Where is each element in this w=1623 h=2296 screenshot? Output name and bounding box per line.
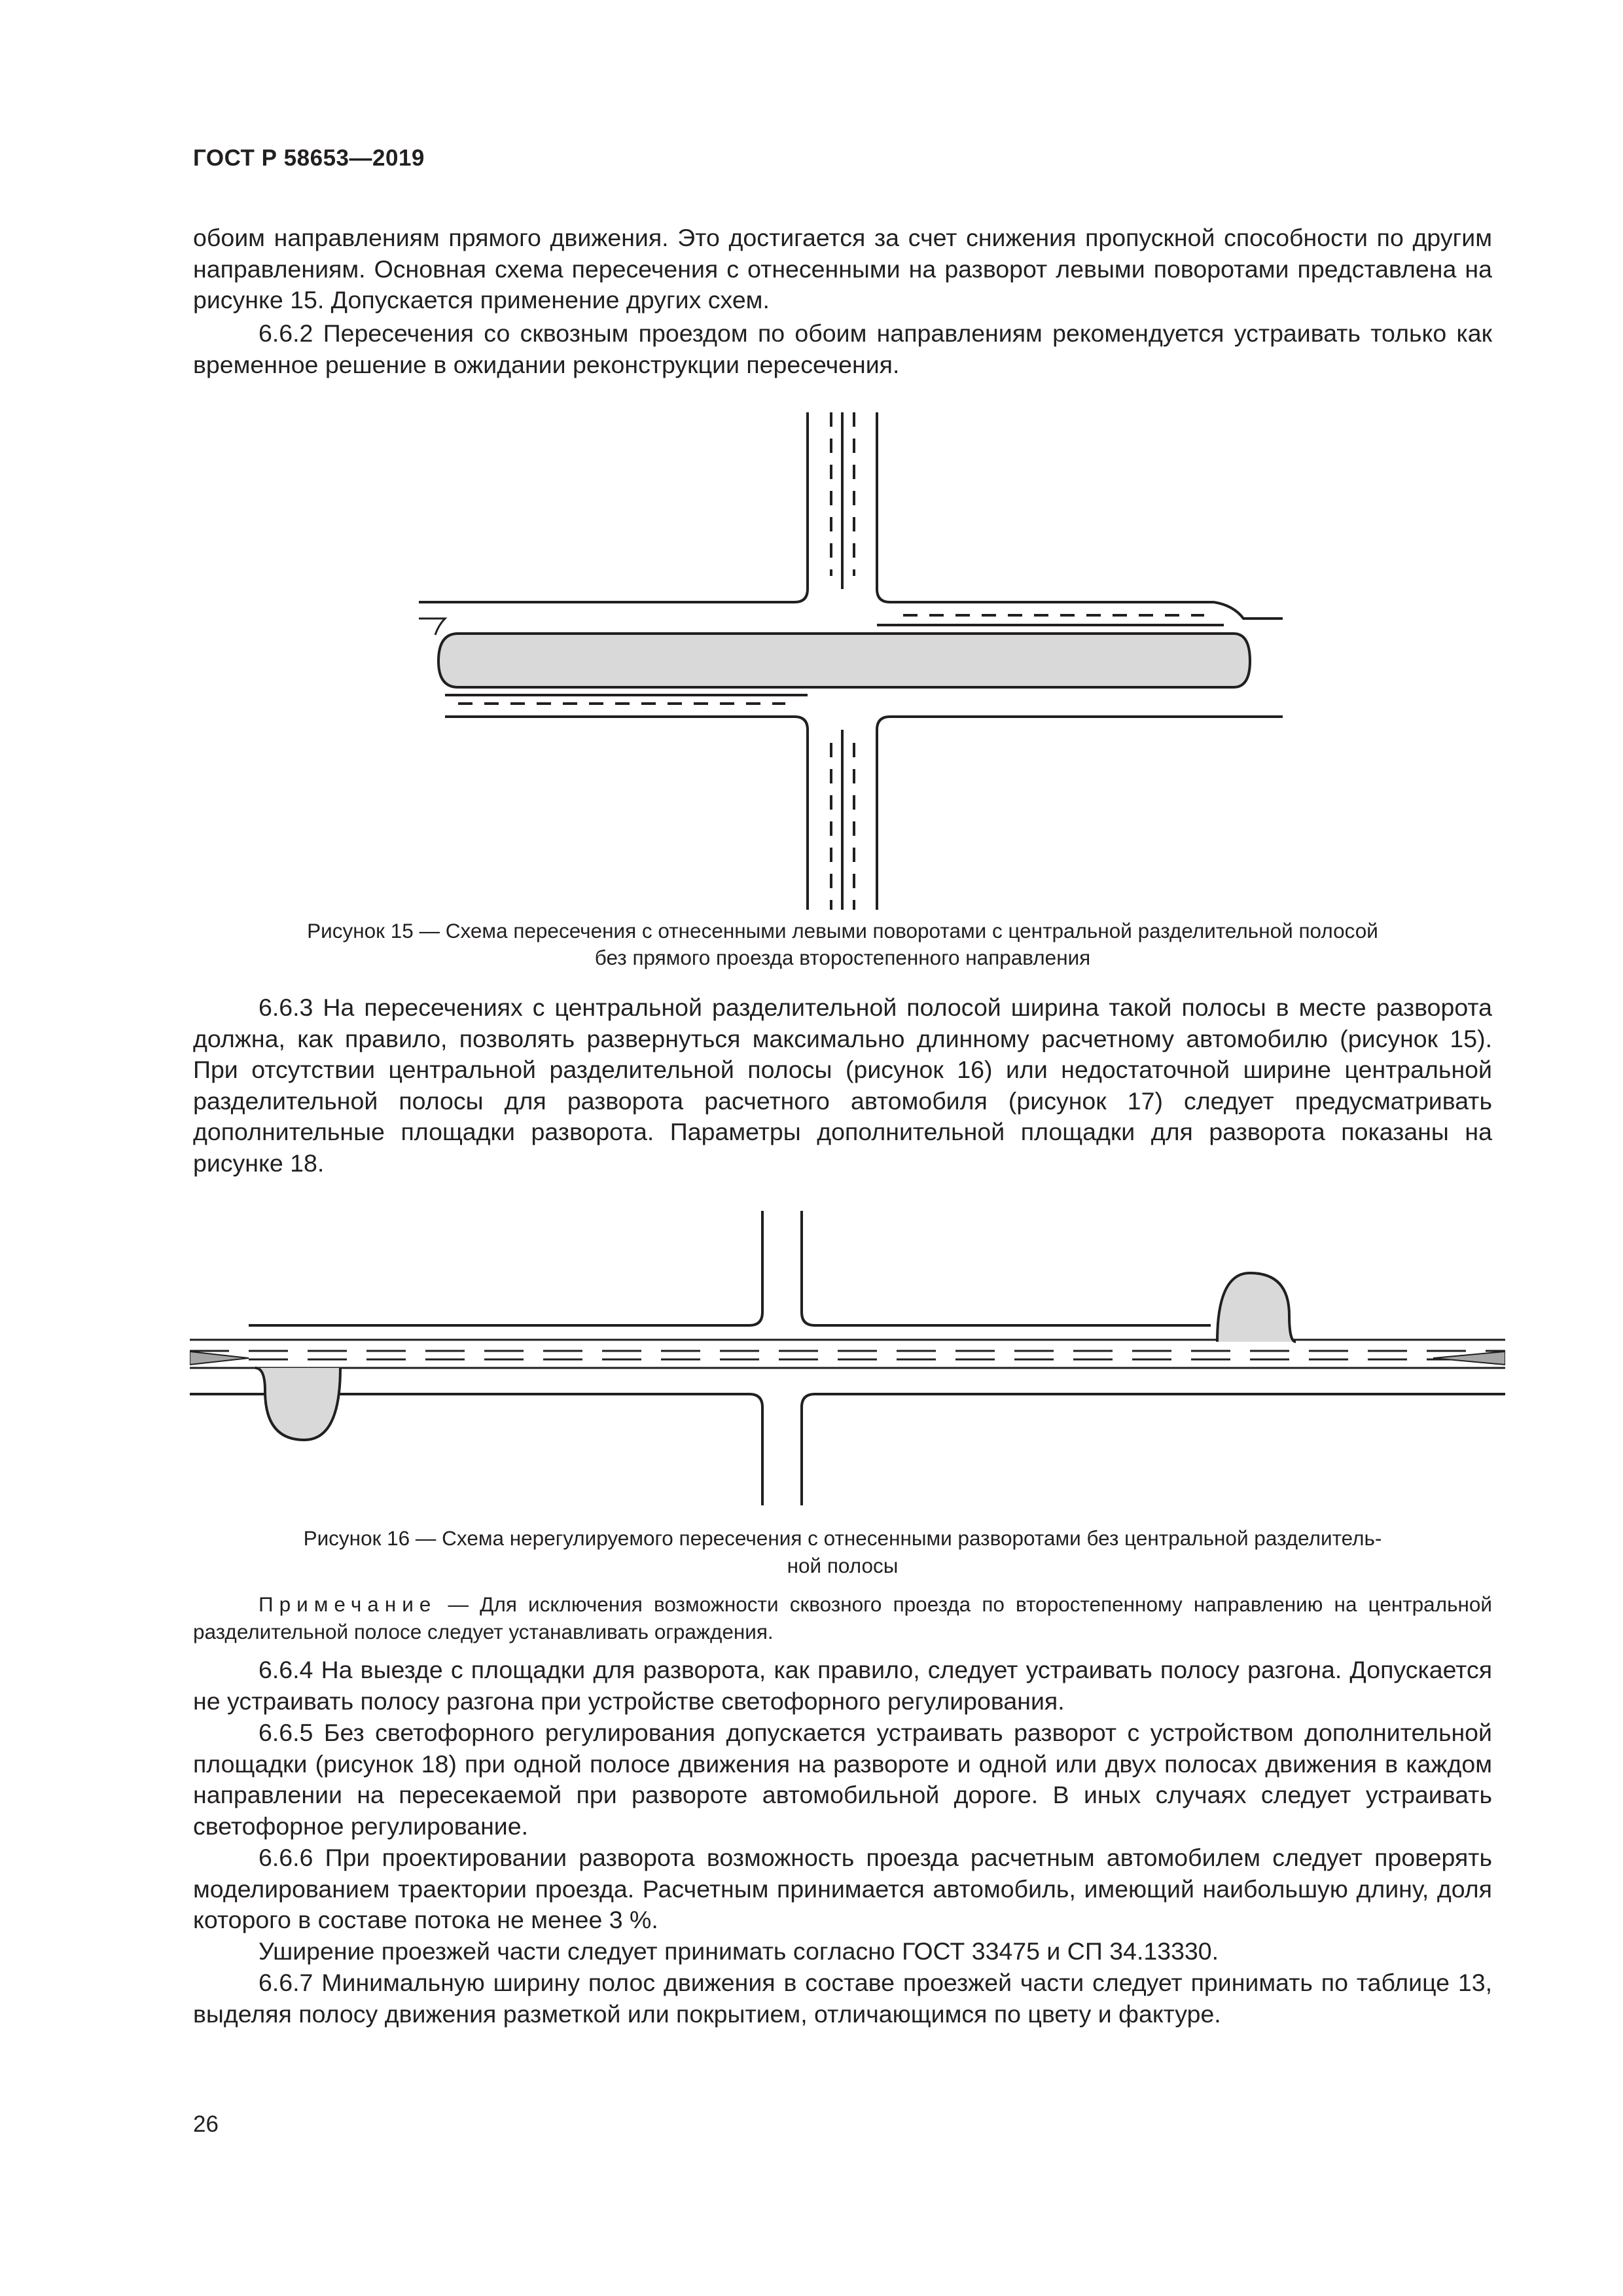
paragraph-6-6-4: 6.6.4 На выезде с площадки для разворота, как правило, следует устраивать полосу разгона. Допускается не устраивать полосу разгона при устройстве светофорного регулирования.: [193, 1656, 1492, 1715]
paragraph-6-6-7: 6.6.7 Минимальную ширину полос движения в составе проезжей части следует принимать по таблице 13, выделяя полосу движения разметкой или покрытием, отличающимся по цвету и фактуре.: [193, 1969, 1492, 2028]
document-header: ГОСТ Р 58653—2019: [193, 145, 425, 171]
figure-16-intersection-diagram: [190, 1211, 1505, 1505]
paragraph-6-6-3: 6.6.3 На пересечениях с центральной разделительной полосой ширина такой полосы в месте разворота должна, как правило, позволять развернуться максимально длинному расчетному автомобилю (рисунок 15). При отсутствии центральной разделительной полосы (рисунок 16) или недостаточной ширине центральной разделительной полосы для разворота расчетного автомобиля (рисунок 17) следует предусматривать дополнительные площадки разворота. Параметры дополнительной площадки для разворота показаны на рисунке 18.: [193, 994, 1492, 1177]
figure-16-note: [193, 1590, 1492, 1645]
figure-15-caption-line-1: Рисунок 15 — Схема пересечения с отнесенными левыми поворотами с центральной разделительной полосой: [307, 919, 1378, 942]
figure-16-caption-line-1: Рисунок 16 — Схема нерегулируемого пересечения с отнесенными разворотами без центральной разделитель-: [303, 1526, 1382, 1550]
note-label: Примечание: [259, 1592, 437, 1616]
paragraph-6-6-5: 6.6.5 Без светофорного регулирования допускается устраивать разворот с устройством дополнительной площадки (рисунок 18) при одной полосе движения на развороте и одной или двух полосах движения в каждом направлении на пересекаемой при развороте автомобильной дороге. В иных случаях следует устраивать светофорное регулирование.: [193, 1719, 1492, 1840]
figure-15-intersection-diagram: [419, 412, 1283, 910]
note-text: — Для исключения возможности сквозного проезда по второстепенному направлению на центральной разделительной полосе следует устанавливать ограждения.: [193, 1592, 1492, 1643]
paragraph-widening: Уширение проезжей части следует принимать согласно ГОСТ 33475 и СП 34.13330.: [259, 1937, 1219, 1965]
figure-15-caption-line-2: без прямого проезда второстепенного направления: [594, 946, 1091, 969]
page-number: 26: [193, 2111, 219, 2137]
paragraph-6-6-6: 6.6.6 При проектировании разворота возможность проезда расчетным автомобилем следует проверять моделированием траектории проезда. Расчетным принимается автомобиль, имеющий наибольшую длину, доля которого в составе потока не менее 3 %.: [193, 1844, 1492, 1934]
paragraph-6-6-2: 6.6.2 Пересечения со сквозным проездом по обоим направлениям рекомендуется устраивать только как временное решение в ожидании реконструкции пересечения.: [193, 319, 1492, 378]
paragraph-continuation: обоим направлениям прямого движения. Это достигается за счет снижения пропускной способности по другим направлениям. Основная схема пересечения с отнесенными на разворот левыми поворотами представлена на рисунке 15. Допускается применение других схем.: [193, 224, 1492, 314]
figure-16-caption-line-2: ной полосы: [787, 1554, 899, 1577]
